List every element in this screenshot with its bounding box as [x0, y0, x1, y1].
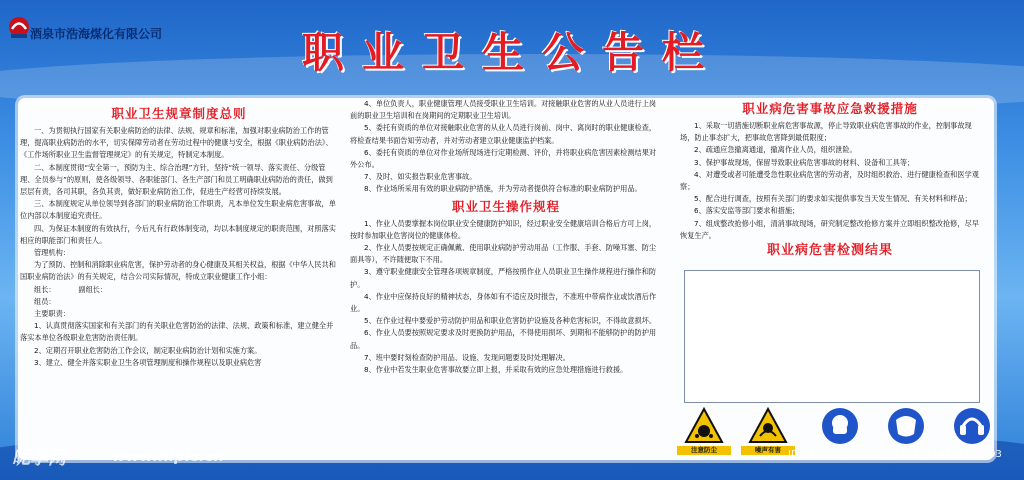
face-shield-mandatory-sign-icon	[886, 406, 926, 446]
paragraph: 主要职责：	[34, 309, 70, 319]
paragraph: 7、及时、如实报告职业危害事故。	[364, 172, 477, 182]
section-title-regulations: 职业卫生规章制度总则	[111, 106, 247, 121]
column-emergency-measures	[680, 98, 980, 298]
company-name: 酒泉市浩海煤化有限公司	[30, 27, 163, 41]
section-title-operating-rules: 职业卫生操作规程	[451, 198, 560, 214]
paragraph: 2、作业人员要按规定正确佩戴、使用职业病防护劳动用品（工作服、手套、防噪耳塞、防尘面具等），不许随便取下不用。	[350, 243, 657, 265]
paragraph: 5、在作业过程中要爱护劳动防护用品和职业危害防护设施及各种危害标识，不得故意损坏。	[364, 316, 657, 326]
dust-warning-label: 注意防尘	[677, 446, 731, 455]
dust-warning-sign-icon	[684, 406, 724, 446]
paragraph: 4、对遭受或者可能遭受急性职业病危害的劳动者，及时组织救治、进行健康检查和医学观察；	[680, 169, 979, 192]
paragraph: 4、作业中应保持良好的精神状态，身体如有不适应及时报告，不准班中带病作业或饮酒后作业。	[350, 291, 657, 314]
paragraph: 1、认真贯彻落实国家和有关部门的有关职业危害防治的法律、法规、政策和标准，建立健全并落实本单位各级职业危害防治责任制。	[20, 321, 334, 343]
paragraph: 四、为保证本制度的有效执行，今后凡有行政体制变动，均以本制度规定的职责范围，对照落实相应的职能部门和责任人。	[20, 223, 336, 245]
watermark-id: ID:33369573 NO:20231217114322780103	[788, 449, 1002, 460]
paragraph: 3、保护事故现场，保留导致职业病危害事故的材料、设备和工具等；	[694, 157, 915, 167]
section-title-emergency: 职业病危害事故应急救援措施	[742, 101, 918, 116]
paragraph: 8、作业中若发生职业危害事故要立即上报，并采取有效的应急处理措施进行救援。	[364, 365, 628, 375]
paragraph: 4、单位负责人，职业健康管理人员接受职业卫生培训。对接触职业危害的从业人员进行上岗前的职业卫生培训和在岗期间的定期职业卫生培训。	[350, 99, 657, 121]
earmuff-mandatory-sign-icon	[952, 406, 992, 446]
paragraph: 1、采取一切措施切断职业病危害事故源，停止导致职业病危害事故的作业，控制事故现场，防止事态扩大，把事故危害降到最低限度；	[680, 121, 972, 143]
paragraph: 6、落实安监等部门要求和措施；	[694, 206, 800, 216]
column-regulations	[20, 103, 338, 453]
column-operating-rules	[350, 98, 662, 450]
paragraph: 组员：	[34, 296, 56, 306]
test-results-box	[684, 270, 980, 403]
paragraph: 7、班中要时刻检查防护用品、设施、发现问题要及时处理解决。	[364, 352, 570, 362]
noise-warning-label: 噪声有害	[741, 446, 795, 455]
company-logo-icon	[6, 14, 32, 40]
watermark-logo: 昵享网	[12, 448, 66, 469]
paragraph: 2、定期召开职业危害防治工作会议，制定职业病防治计划和实施方案。	[34, 345, 262, 355]
paragraph: 5、委托有资质的单位对接触职业危害的从业人员进行岗前、岗中、离岗时的职业健康检查，将检查结果书面告知劳动者，并对劳动者建立职业健康监护档案。	[350, 123, 657, 145]
paragraph: 3、建立、健全并落实职业卫生各项管理制度和操作规程以及职业病危害	[34, 357, 262, 367]
paragraph: 6、作业人员要按照规定要求及时更换防护用品，不得使用损坏、到期和不能够防护的防护用品。	[350, 328, 657, 350]
watermark-site: www.nipic.cn	[112, 447, 225, 465]
page-title: 职业卫生公告栏	[301, 28, 722, 77]
paragraph: 为了预防、控制和消除职业病危害，保护劳动者的身心健康及其相关权益，根据《中华人民共和国职业病防治法》的有关规定，结合公司实际情况，特成立职业健康工作小组：	[20, 260, 336, 282]
paragraph: 三、本制度规定从单位领导到各部门的职业病防治工作职责，凡本单位发生职业病危害事故，单位内部以本制度追究责任。	[20, 199, 336, 221]
section-title-test-results: 职业病危害检测结果	[766, 243, 893, 258]
mask-mandatory-sign-icon	[820, 406, 860, 446]
paragraph: 二、本制度贯彻“安全第一，预防为主、综合治理”方针，坚持“统一领导、落实责任、分级管理、全员参与”的原则，使各级领导、各职能部门、各生产部门和员工明确职业病防治的责任，做到层层有责，各司其职，各负其责，做好职业病防治工作，促进生产经营可持续发展。	[20, 162, 333, 197]
noise-warning-sign-icon	[748, 406, 788, 446]
paragraph: 7、组成整改抢修小组，清消事故现场，研究制定整改抢修方案并立即组织整改抢修，尽早恢复生产。	[680, 218, 979, 240]
paragraph: 8、作业场所采用有效的职业病防护措施，并为劳动者提供符合标准的职业病防护用品。	[364, 184, 642, 194]
paragraph: 2、疏通应急撤离通道，撤离作业人员，组织泄险。	[694, 145, 857, 155]
paragraph: 一、为贯彻执行国家有关职业病防治的法律、法规、规章和标准，加强对职业病防治工作的管理，提高职业病防治的水平，切实保障劳动者在劳动过程中的健康与安全，根据《职业病防治法》、《工作场所职业卫生监督管理规定》的有关规定，特制定本制度。	[20, 126, 333, 160]
paragraph: 3、遵守职业健康安全管理各项规章制度，严格按照作业人员职业卫生操作规程进行操作和防护。	[350, 267, 657, 289]
paragraph: 6、委托有资质的单位对作业场所现场进行定期检测、评价，并将职业病危害因素检测结果对外公布。	[350, 147, 657, 170]
paragraph: 5、配合进行调查，按照有关部门的要求如实提供事发当天发生情况、有关材料和样品；	[694, 194, 972, 204]
paragraph: 1、作业人员要掌握本岗位职业安全健康防护知识，经过职业安全健康培训合格后方可上岗，按时参加职业危害岗位的健康体检。	[350, 218, 657, 240]
paragraph: 管理机构：	[34, 248, 70, 258]
paragraph: 组长： 副组长：	[34, 284, 108, 294]
